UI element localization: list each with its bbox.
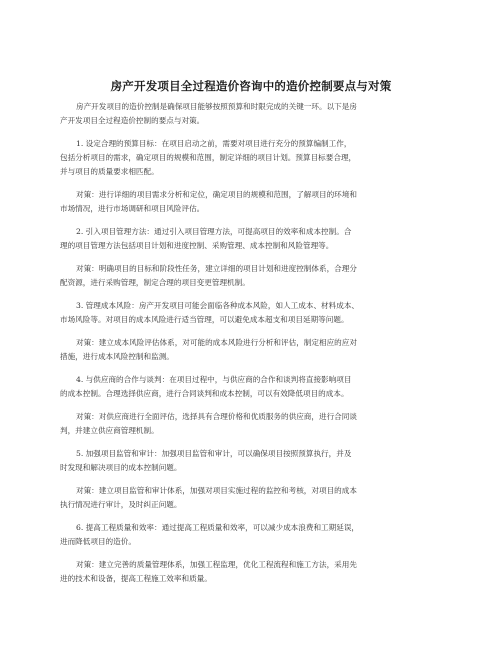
paragraph bbox=[60, 558, 452, 586]
paragraph-line: 3. 管理成本风险：房产开发项目可能会面临各种成本风险，如人工成本、材料成本、 bbox=[76, 301, 360, 310]
paragraph bbox=[60, 484, 452, 512]
paragraph-line: 判，并建立供应商管理机制。 bbox=[60, 426, 159, 435]
paragraph-line: 时发现和解决项目的成本控制问题。 bbox=[60, 463, 182, 472]
paragraph-line: 4. 与供应商的合作与谈判：在项目过程中，与供应商的合作和谈判将直接影响项目 bbox=[76, 375, 352, 384]
paragraph-line: 措施，进行成本风险控制和监测。 bbox=[60, 352, 174, 361]
paragraph bbox=[60, 521, 452, 549]
paragraph-line: 对策：建立成本风险评估体系，对可能的成本风险进行分析和评估，制定相应的应对 bbox=[76, 338, 357, 347]
paragraph bbox=[60, 373, 452, 401]
paragraph bbox=[60, 299, 452, 327]
paragraph-line: 进的技术和设备，提高工程施工效率和质量。 bbox=[60, 574, 212, 583]
paragraph-line: 的成本控制。合理选择供应商，进行合同谈判和成本控制，可以有效降低项目的成本。 bbox=[60, 389, 349, 398]
paragraph-line: 对策：进行详细的项目需求分析和定位，确定项目的规模和范围，了解项目的环境和 bbox=[76, 190, 357, 199]
document-body bbox=[60, 100, 452, 595]
document-title: 房产开发项目全过程造价咨询中的造价控制要点与对策 bbox=[110, 79, 392, 93]
paragraph-line: 对策：建立完善的质量管理体系，加强工程监理，优化工程流程和施工方法，采用先 bbox=[76, 560, 357, 569]
paragraph-line: 6. 提高工程质量和效率：通过提高工程质量和效率，可以减少成本浪费和工期延误， bbox=[76, 523, 360, 532]
paragraph bbox=[60, 336, 452, 364]
paragraph-line: 2. 引入项目管理方法：通过引入项目管理方法，可提高项目的效率和成本控制。合 bbox=[76, 227, 352, 236]
paragraph-line: 包括分析项目的需求，确定项目的规模和范围，制定详细的项目计划。预算目标要合理， bbox=[60, 153, 357, 162]
paragraph bbox=[60, 225, 452, 253]
paragraph-line: 执行情况进行审计，及时纠正问题。 bbox=[60, 500, 182, 509]
paragraph-line: 1. 设定合理的预算目标：在项目启动之前，需要对项目进行充分的预算编制工作， bbox=[76, 139, 352, 148]
paragraph-line: 并与项目的质量要求相匹配。 bbox=[60, 167, 159, 176]
paragraph-line: 对策：对供应商进行全面评估，选择具有合理价格和优质服务的供应商，进行合同谈 bbox=[76, 412, 357, 421]
paragraph-line: 理的项目管理方法包括项目计划和进度控制、采购管理、成本控制和风险管理等。 bbox=[60, 241, 334, 250]
paragraph-line: 产开发项目全过程造价控制的要点与对策。 bbox=[60, 116, 205, 125]
paragraph-line: 市场情况，进行市场调研和项目风险评估。 bbox=[60, 204, 205, 213]
paragraph bbox=[60, 447, 452, 475]
paragraph-line: 市场风险等。对项目的成本风险进行适当管理，可以避免成本超支和项目延期等问题。 bbox=[60, 315, 349, 324]
paragraph-line: 进而降低项目的造价。 bbox=[60, 537, 136, 546]
paragraph bbox=[60, 137, 452, 179]
paragraph-line: 对策：建立项目监管和审计体系，加强对项目实施过程的监控和考核，对项目的成本 bbox=[76, 486, 357, 495]
paragraph-line: 房产开发项目的造价控制是确保项目能够按照预算和时限完成的关键一环。以下是房 bbox=[76, 102, 357, 111]
paragraph-line: 对策：明确项目的目标和阶段性任务，建立详细的项目计划和进度控制体系，合理分 bbox=[76, 264, 357, 273]
paragraph bbox=[60, 100, 452, 128]
paragraph-line: 5. 加强项目监管和审计：加强项目监管和审计，可以确保项目按照预算执行，并及 bbox=[76, 449, 352, 458]
paragraph-line: 配资源，进行采购管理，制定合理的项目变更管理机制。 bbox=[60, 278, 250, 287]
paragraph bbox=[60, 262, 452, 290]
paragraph bbox=[60, 188, 452, 216]
paragraph bbox=[60, 410, 452, 438]
